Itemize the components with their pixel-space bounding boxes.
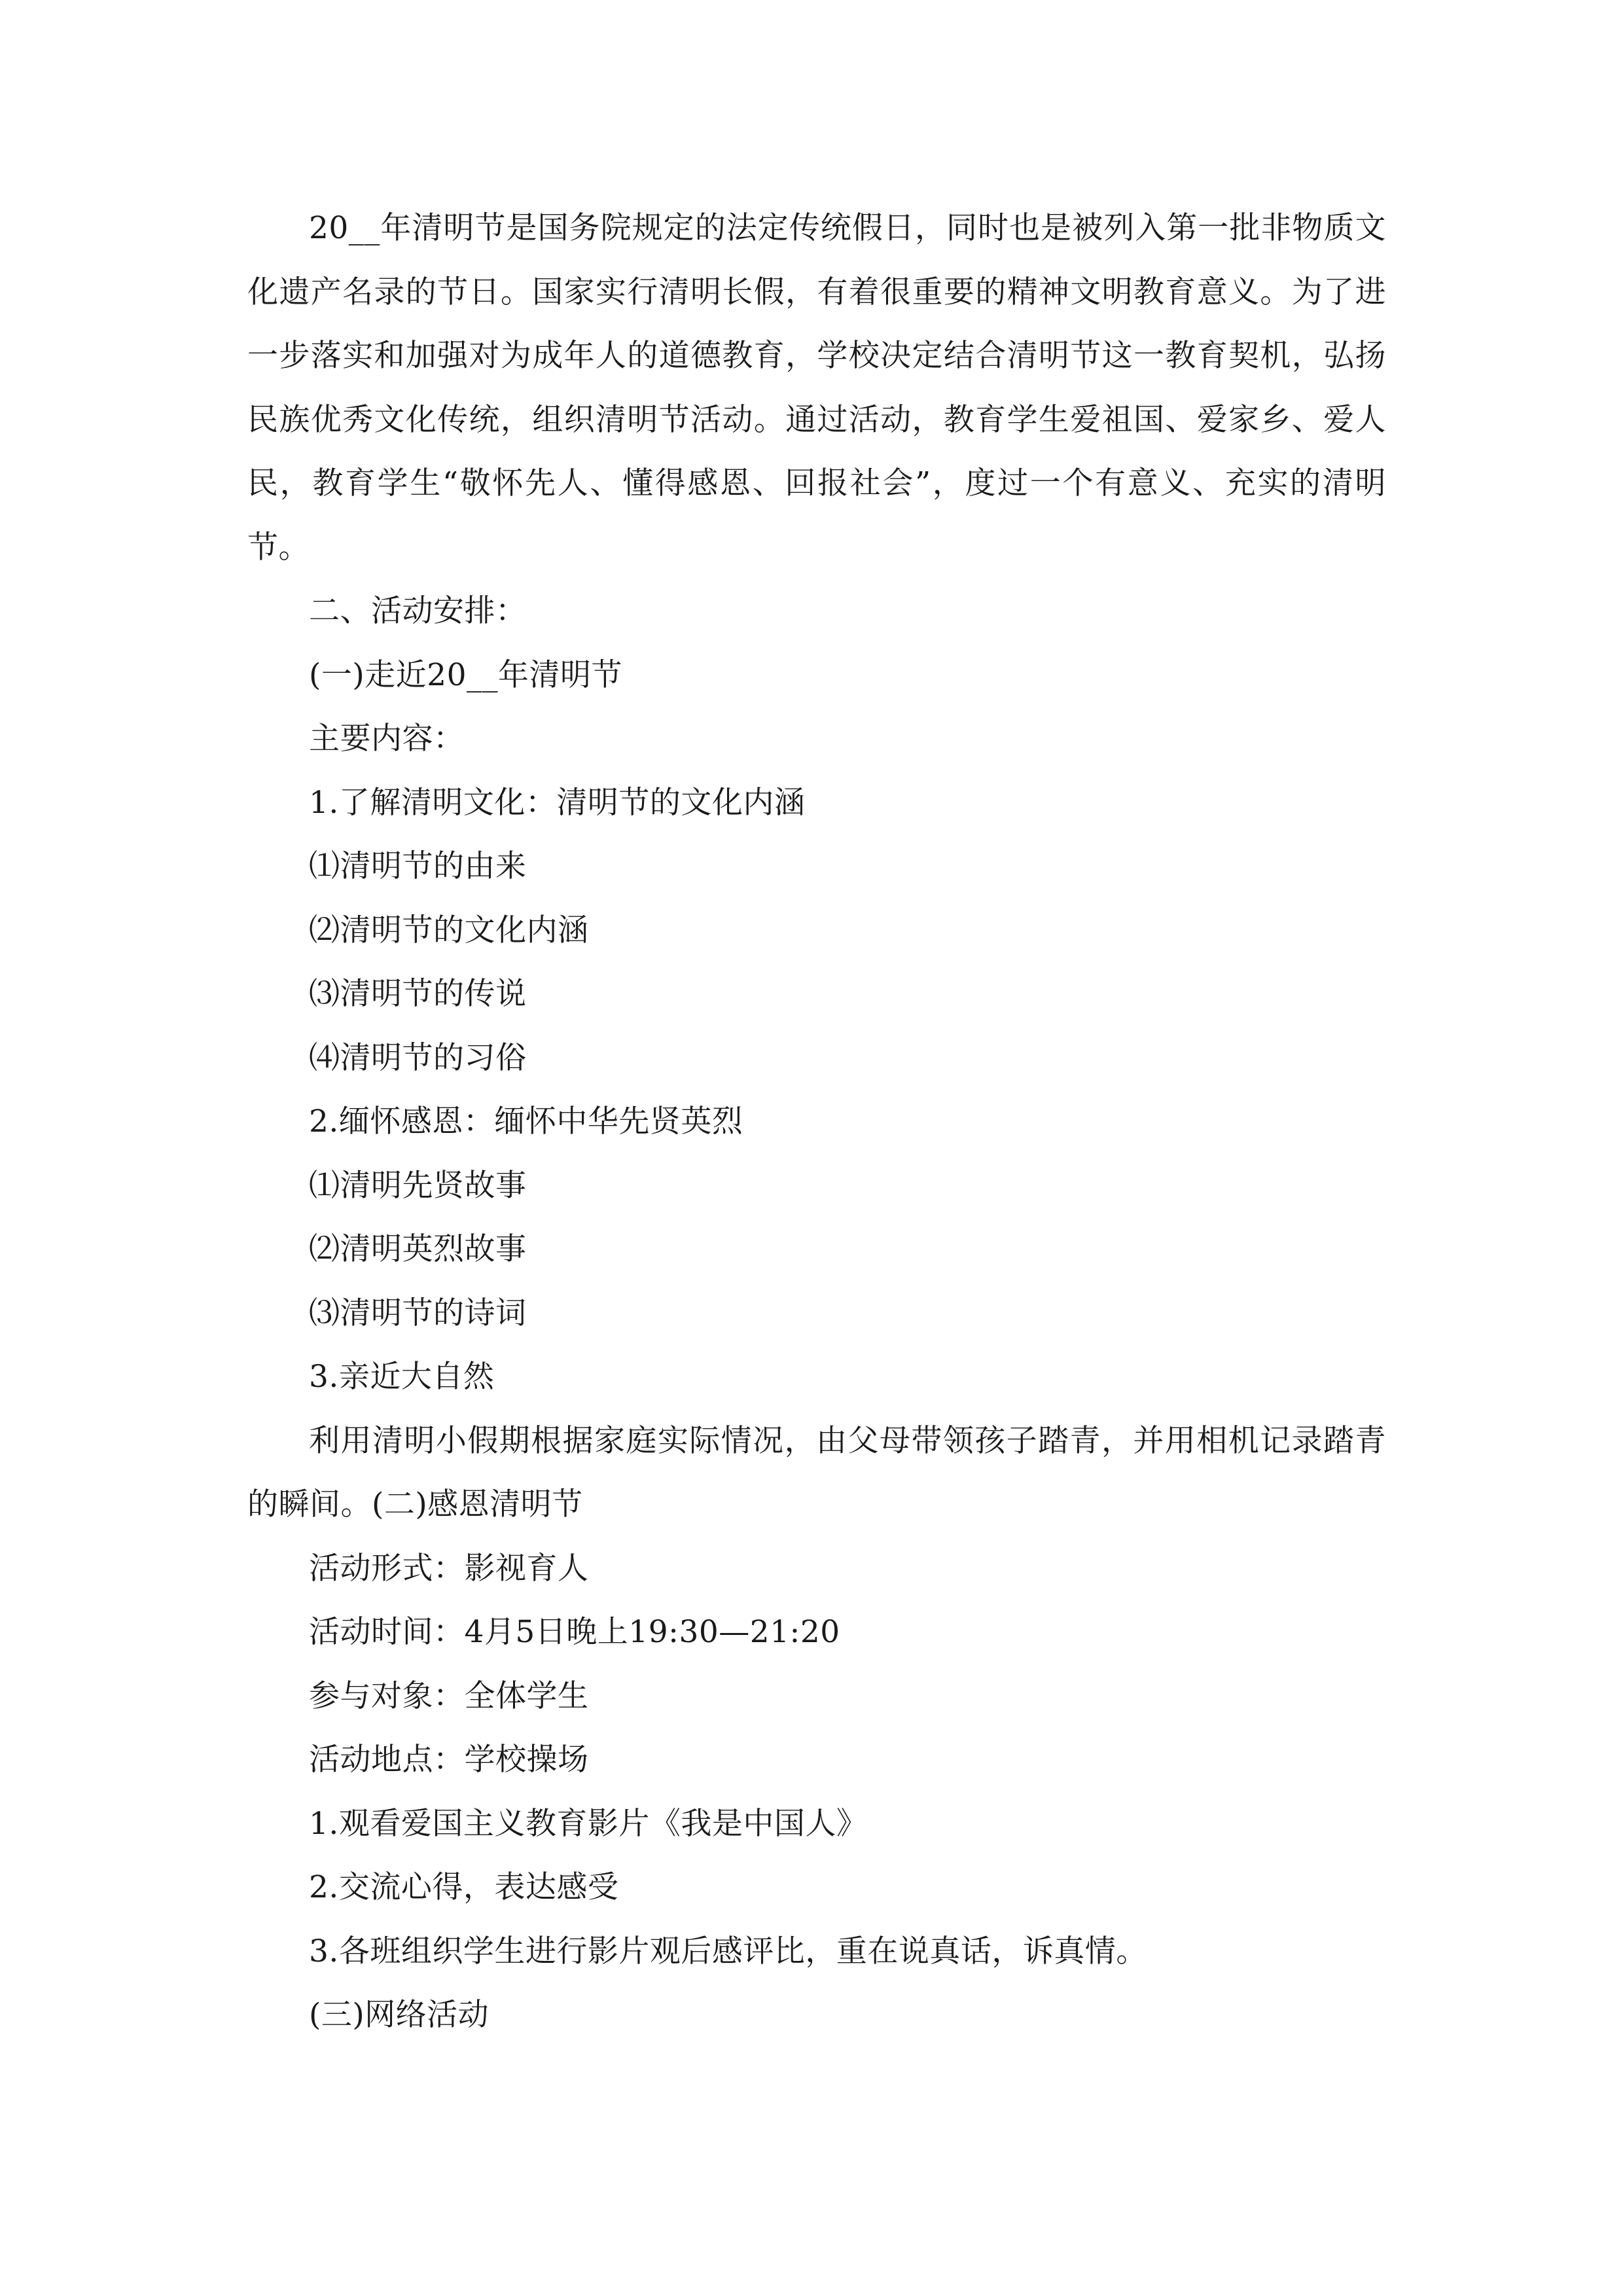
list-item: 1.了解清明文化：清明节的文化内涵: [309, 784, 806, 821]
document-body: [247, 196, 1386, 2047]
list-subitem: ⑵清明英烈故事: [309, 1231, 527, 1267]
list-item: 1.观看爱国主义教育影片《我是中国人》: [309, 1805, 868, 1842]
activity-location: 活动地点：学校操场: [309, 1742, 589, 1778]
list-item: 3.各班组织学生进行影片观后感评比，重在说真话，诉真情。: [309, 1933, 1147, 1969]
list-subitem: ⑴清明节的由来: [309, 848, 527, 884]
list-subitem: ⑷清明节的习俗: [309, 1039, 527, 1076]
section-heading-activity-arrangement: 二、活动安排：: [309, 593, 527, 629]
subsection-heading-3: (三)网络活动: [309, 1997, 490, 2033]
list-item: 2.交流心得，表达感受: [309, 1869, 619, 1905]
main-content-label: 主要内容：: [309, 721, 465, 757]
activity-time: 活动时间：4月5日晚上19:30—21:20: [309, 1614, 840, 1650]
list-item: 2.缅怀感恩：缅怀中华先贤英烈: [309, 1103, 743, 1139]
subsection-heading-1: (一)走近20__年清明节: [309, 656, 622, 693]
list-subitem: ⑴清明先贤故事: [309, 1167, 527, 1204]
list-subitem: ⑵清明节的文化内涵: [309, 912, 589, 948]
list-item: 3.亲近大自然: [309, 1359, 495, 1395]
outing-paragraph: 利用清明小假期根据家庭实际情况，由父母带领孩子踏青，并用相机记录踏青的瞬间。(二)感恩清明节: [247, 1422, 1386, 1522]
list-subitem: ⑶清明节的诗词: [309, 1295, 527, 1331]
intro-paragraph: 20__年清明节是国务院规定的法定传统假日，同时也是被列入第一批非物质文化遗产名录的节日。国家实行清明长假，有着很重要的精神文明教育意义。为了进一步落实和加强对为成年人的道德教育，学校决定结合清明节这一教育契机，弘扬民族优秀文化传统，组织清明节活动。通过活动，教育学生爱祖国、爱家乡、爱人民，教育学生“敬怀先人、懂得感恩、回报社会”，度过一个有意义、充实的清明节。: [247, 210, 1386, 565]
activity-form: 活动形式：影视育人: [309, 1550, 589, 1587]
list-subitem: ⑶清明节的传说: [309, 976, 527, 1012]
participants: 参与对象：全体学生: [309, 1677, 589, 1714]
